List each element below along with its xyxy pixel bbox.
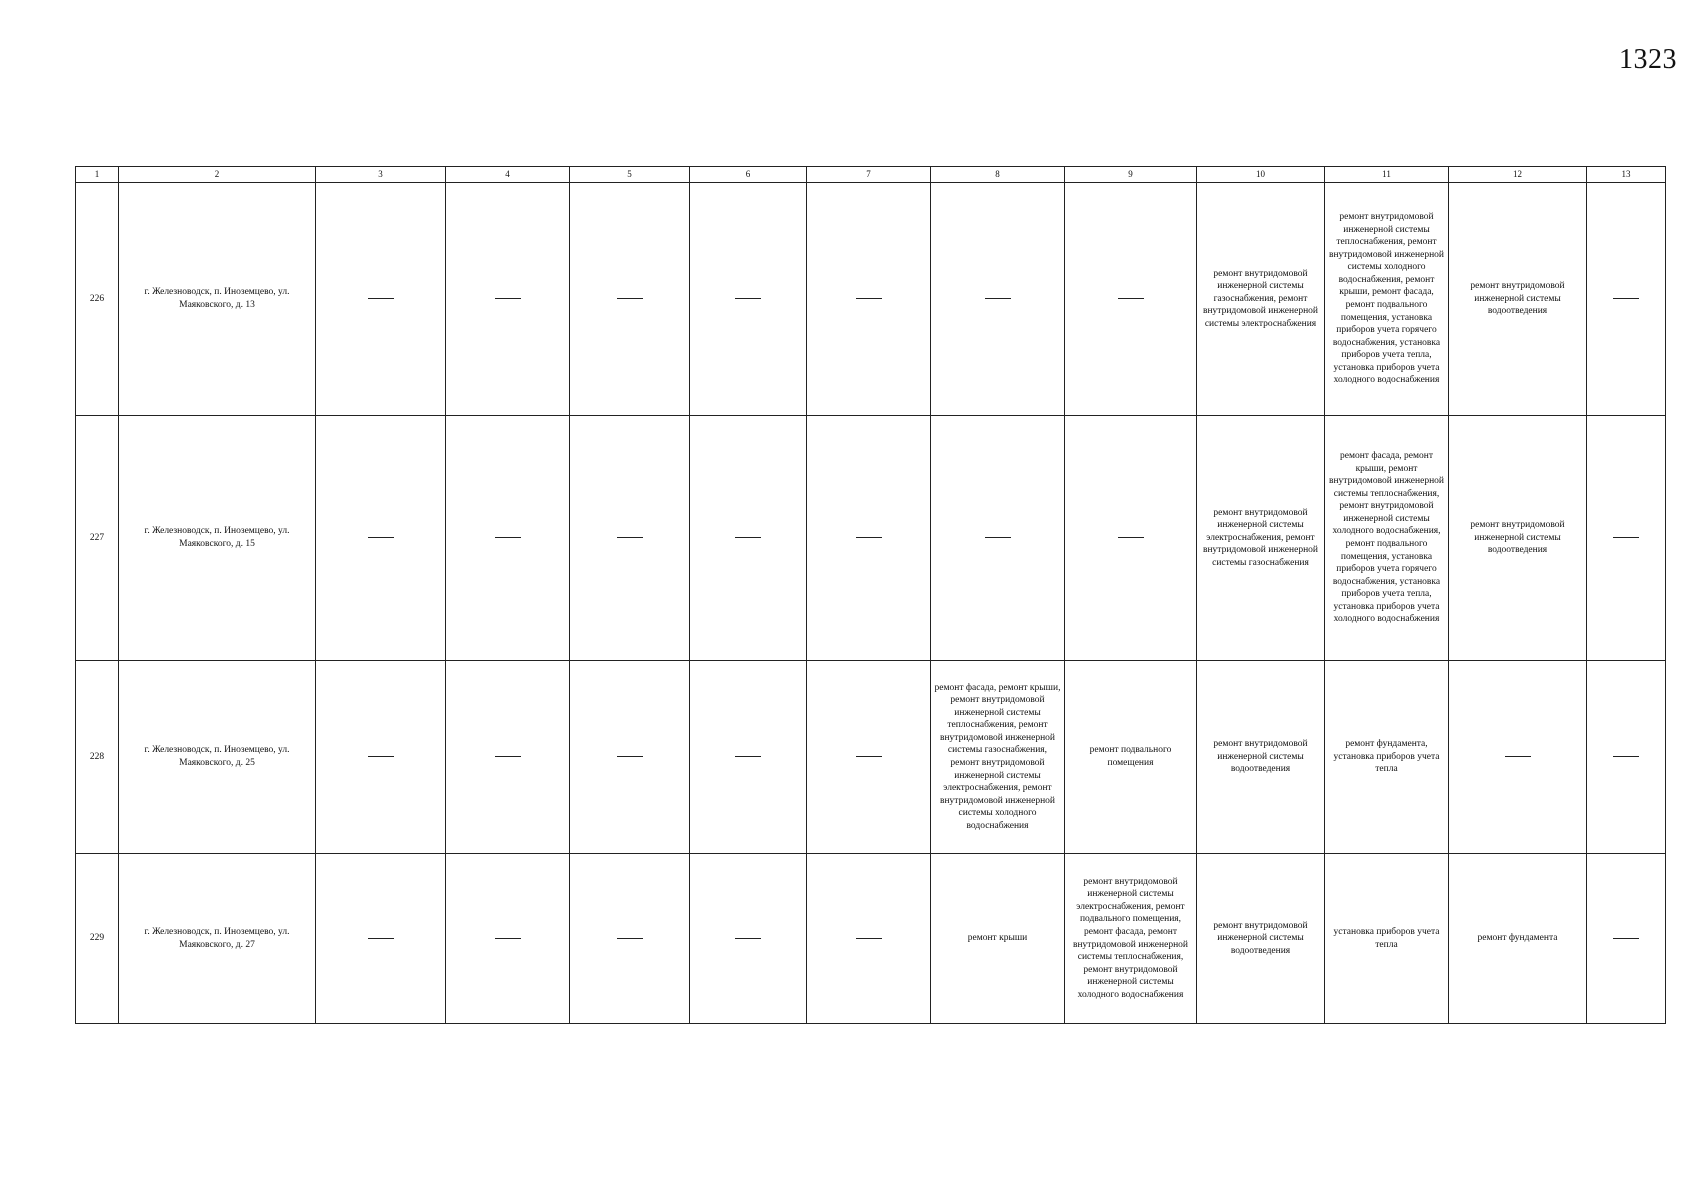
work-cell: ремонт фундамента [1449, 854, 1587, 1024]
row-number: 226 [76, 183, 119, 416]
work-cell: ремонт крыши [931, 854, 1065, 1024]
column-header: 13 [1587, 167, 1666, 183]
empty-cell [931, 183, 1065, 416]
dash-mark [368, 756, 394, 757]
work-cell: ремонт фасада, ремонт крыши, ремонт внутридомовой инженерной системы теплоснабжения, ремонт внутридомовой инженерной системы газоснабжения, ремонт внутридомовой инженерной системы электроснабжения, ремонт внутридомовой инженерной системы холодного водоснабжения [931, 661, 1065, 854]
dash-mark [1118, 298, 1144, 299]
empty-cell [690, 183, 807, 416]
row-number: 227 [76, 416, 119, 661]
empty-cell [446, 416, 570, 661]
page-number: 1323 [1619, 44, 1677, 75]
dash-mark [368, 938, 394, 939]
dash-mark [735, 537, 761, 538]
table-row [76, 854, 1666, 1024]
header-row [76, 167, 1666, 183]
work-cell: установка приборов учета тепла [1325, 854, 1449, 1024]
work-cell: ремонт внутридомовой инженерной системы электроснабжения, ремонт подвального помещения, ремонт фасада, ремонт внутридомовой инженерной системы теплоснабжения, ремонт внутридомовой инженерной системы холодного водоснабжения [1065, 854, 1197, 1024]
table-row [76, 661, 1666, 854]
empty-cell [1587, 854, 1666, 1024]
table-row [76, 183, 1666, 416]
work-cell: ремонт внутридомовой инженерной системы газоснабжения, ремонт внутридомовой инженерной системы электроснабжения [1197, 183, 1325, 416]
dash-mark [617, 938, 643, 939]
work-cell: ремонт подвального помещения [1065, 661, 1197, 854]
dash-mark [985, 298, 1011, 299]
empty-cell [1587, 183, 1666, 416]
column-header: 6 [690, 167, 807, 183]
dash-mark [856, 537, 882, 538]
house-address: г. Железноводск, п. Иноземцево, ул. Маяковского, д. 15 [119, 416, 316, 661]
empty-cell [570, 854, 690, 1024]
empty-cell [690, 854, 807, 1024]
empty-cell [316, 661, 446, 854]
dash-mark [985, 537, 1011, 538]
row-number: 229 [76, 854, 119, 1024]
column-header: 7 [807, 167, 931, 183]
work-cell: ремонт фасада, ремонт крыши, ремонт внутридомовой инженерной системы теплоснабжения, ремонт внутридомовой инженерной системы холодного водоснабжения, ремонт подвального помещения, установка приборов учета горячего водоснабжения, установка приборов учета тепла, установка приборов учета холодного водоснабжения [1325, 416, 1449, 661]
house-address: г. Железноводск, п. Иноземцево, ул. Маяковского, д. 27 [119, 854, 316, 1024]
work-cell: ремонт внутридомовой инженерной системы теплоснабжения, ремонт внутридомовой инженерной системы холодного водоснабжения, ремонт крыши, ремонт фасада, ремонт подвального помещения, установка приборов учета горячего водоснабжения, установка приборов учета тепла, установка приборов учета холодного водоснабжения [1325, 183, 1449, 416]
empty-cell [446, 661, 570, 854]
dash-mark [1505, 756, 1531, 757]
column-header: 12 [1449, 167, 1587, 183]
empty-cell [446, 183, 570, 416]
table-row [76, 416, 1666, 661]
dash-mark [1118, 537, 1144, 538]
work-cell: ремонт внутридомовой инженерной системы водоотведения [1449, 416, 1587, 661]
work-cell: ремонт фундамента, установка приборов учета тепла [1325, 661, 1449, 854]
dash-mark [368, 298, 394, 299]
column-header: 3 [316, 167, 446, 183]
dash-mark [1613, 756, 1639, 757]
column-header: 9 [1065, 167, 1197, 183]
dash-mark [856, 298, 882, 299]
empty-cell [1587, 661, 1666, 854]
empty-cell [1065, 416, 1197, 661]
work-cell: ремонт внутридомовой инженерной системы водоотведения [1449, 183, 1587, 416]
empty-cell [316, 416, 446, 661]
empty-cell [690, 661, 807, 854]
empty-cell [807, 416, 931, 661]
empty-cell [931, 416, 1065, 661]
dash-mark [735, 756, 761, 757]
empty-cell [1587, 416, 1666, 661]
dash-mark [495, 298, 521, 299]
empty-cell [1449, 661, 1587, 854]
empty-cell [1065, 183, 1197, 416]
dash-mark [617, 537, 643, 538]
dash-mark [617, 756, 643, 757]
column-header: 2 [119, 167, 316, 183]
dash-mark [617, 298, 643, 299]
empty-cell [316, 854, 446, 1024]
dash-mark [1613, 938, 1639, 939]
dash-mark [856, 938, 882, 939]
empty-cell [807, 854, 931, 1024]
work-cell: ремонт внутридомовой инженерной системы водоотведения [1197, 854, 1325, 1024]
empty-cell [316, 183, 446, 416]
dash-mark [735, 938, 761, 939]
column-header: 5 [570, 167, 690, 183]
dash-mark [495, 756, 521, 757]
column-header: 1 [76, 167, 119, 183]
empty-cell [807, 183, 931, 416]
dash-mark [1613, 537, 1639, 538]
column-header: 10 [1197, 167, 1325, 183]
house-address: г. Железноводск, п. Иноземцево, ул. Маяковского, д. 13 [119, 183, 316, 416]
row-number: 228 [76, 661, 119, 854]
column-header: 11 [1325, 167, 1449, 183]
work-cell: ремонт внутридомовой инженерной системы водоотведения [1197, 661, 1325, 854]
house-address: г. Железноводск, п. Иноземцево, ул. Маяковского, д. 25 [119, 661, 316, 854]
empty-cell [570, 416, 690, 661]
dash-mark [368, 537, 394, 538]
column-header: 8 [931, 167, 1065, 183]
empty-cell [446, 854, 570, 1024]
dash-mark [495, 938, 521, 939]
dash-mark [856, 756, 882, 757]
empty-cell [570, 183, 690, 416]
column-header: 4 [446, 167, 570, 183]
work-cell: ремонт внутридомовой инженерной системы электроснабжения, ремонт внутридомовой инженерной системы газоснабжения [1197, 416, 1325, 661]
dash-mark [1613, 298, 1639, 299]
empty-cell [690, 416, 807, 661]
empty-cell [570, 661, 690, 854]
dash-mark [735, 298, 761, 299]
empty-cell [807, 661, 931, 854]
capital-repair-table [75, 166, 1666, 1024]
dash-mark [495, 537, 521, 538]
